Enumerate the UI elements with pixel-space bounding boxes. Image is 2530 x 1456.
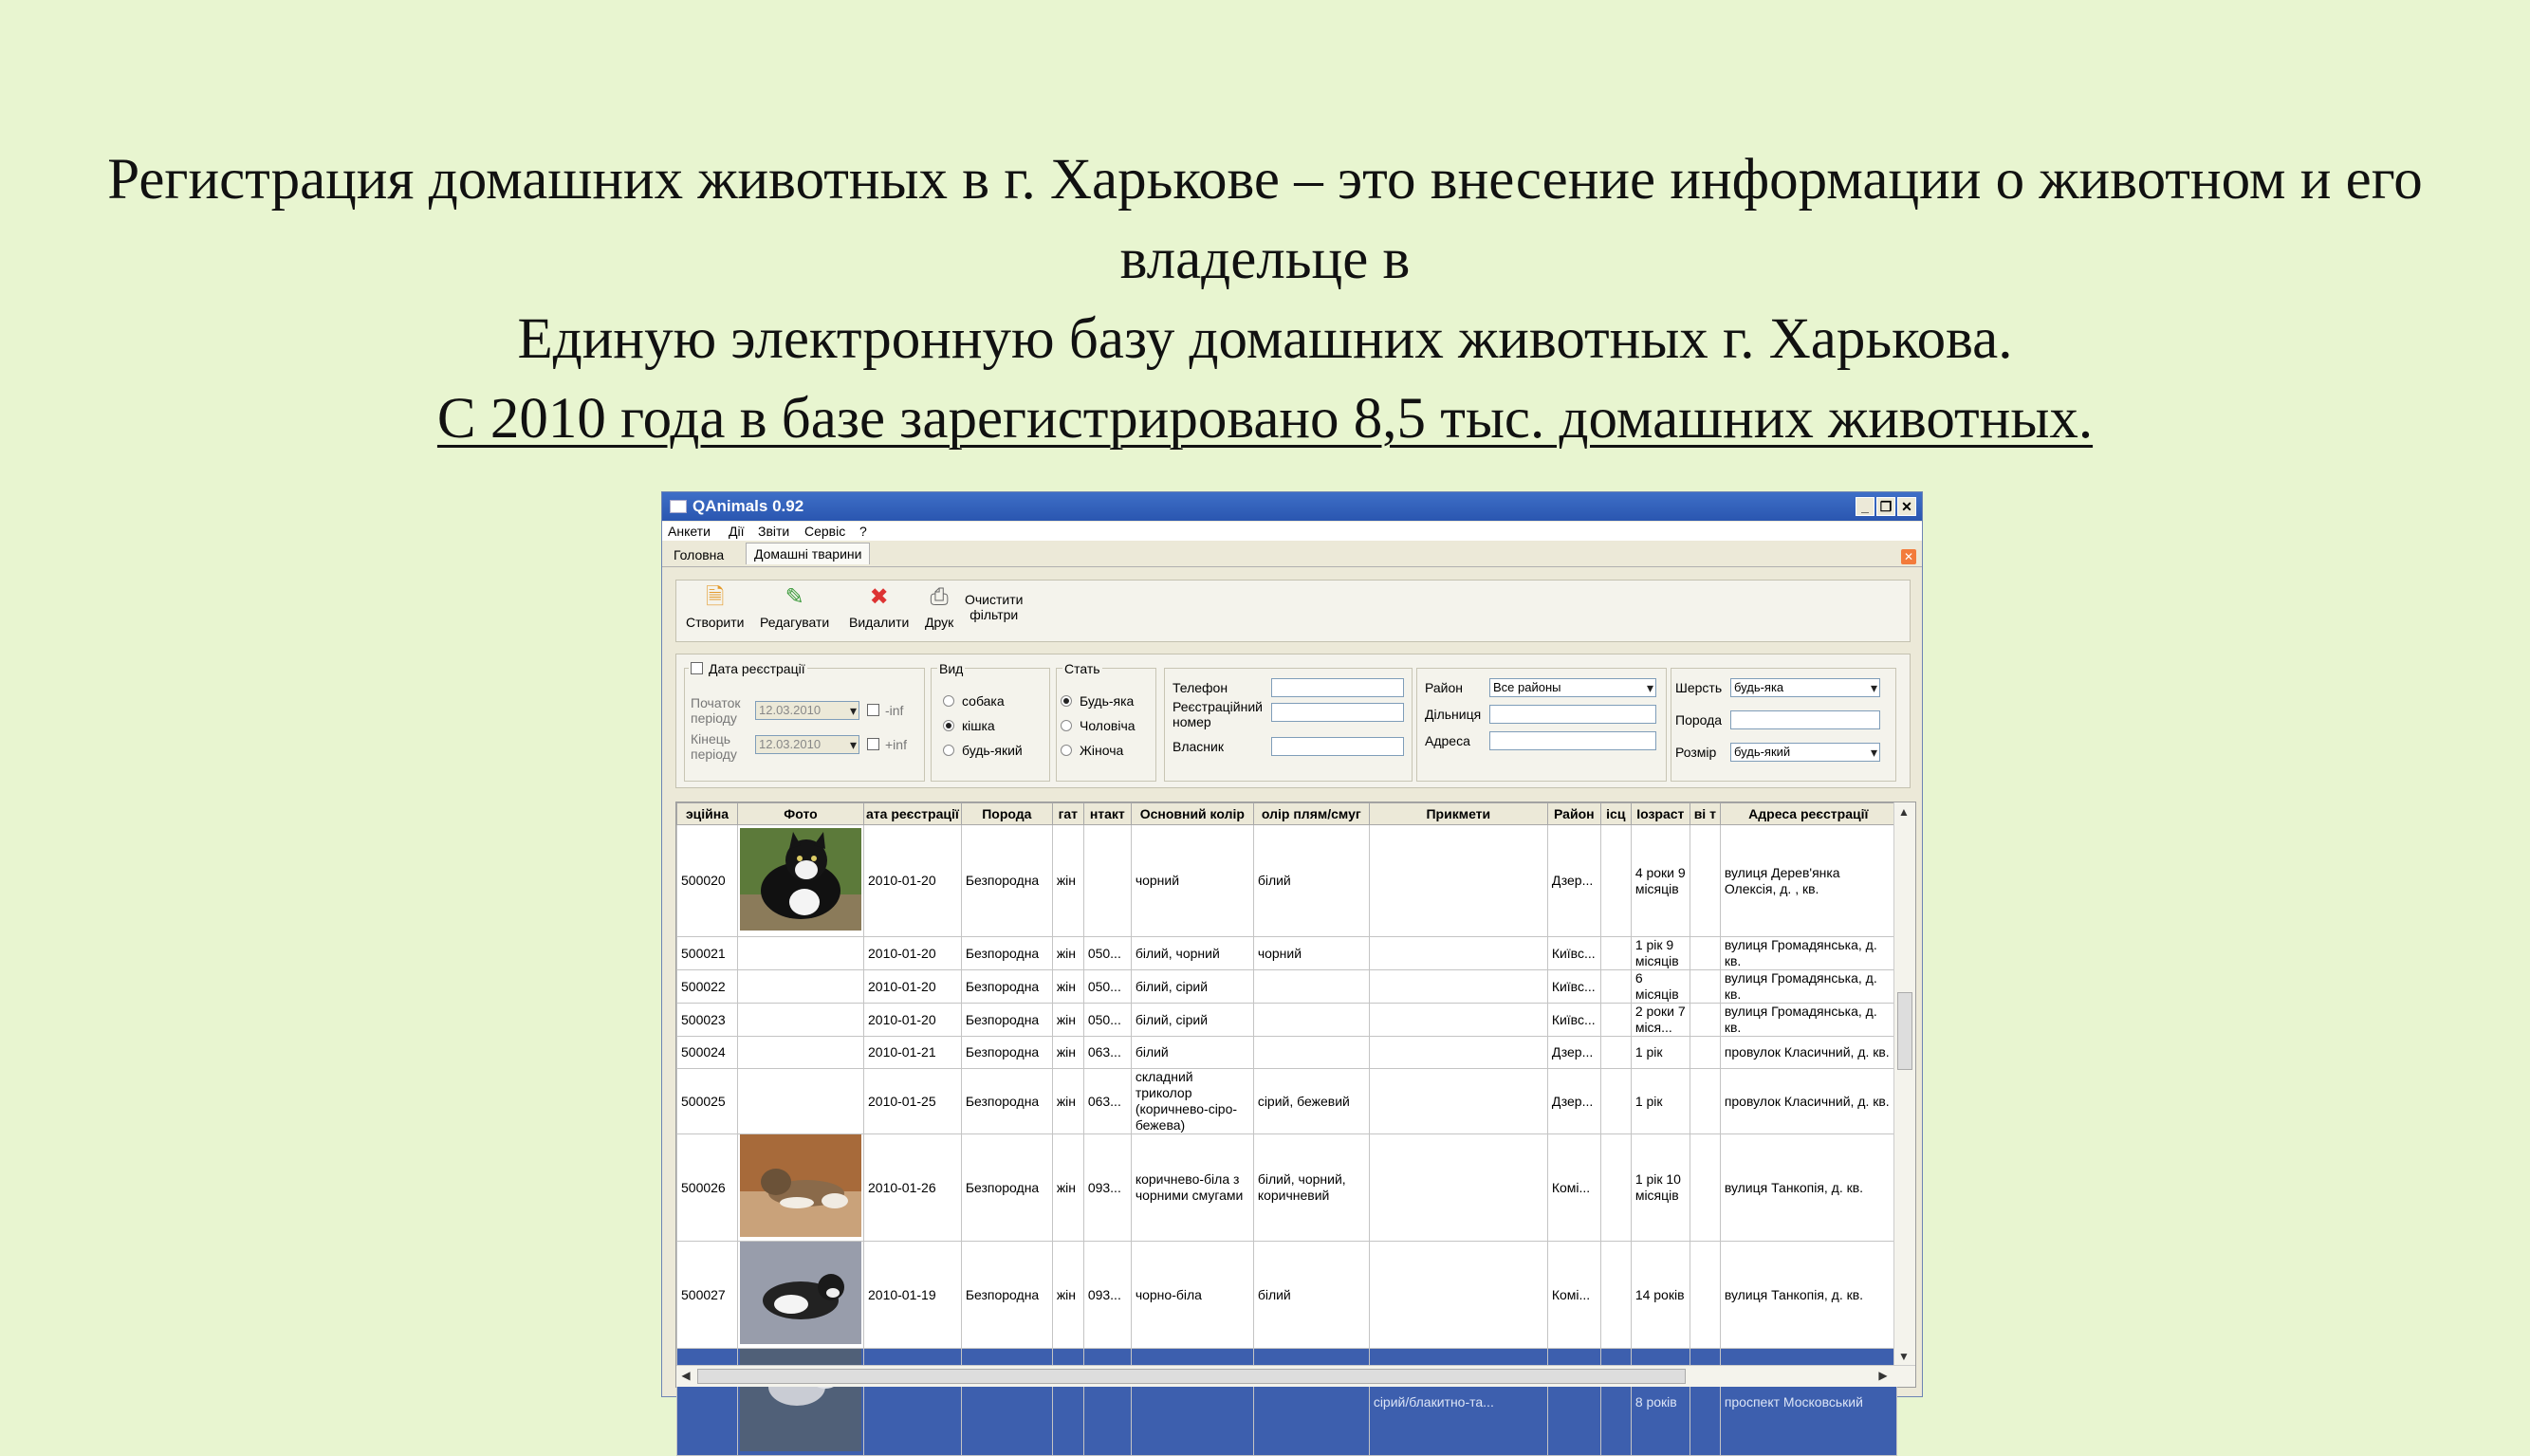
cell-addr: вулиця Громадянська, д. кв.	[1720, 1004, 1896, 1037]
scroll-thumb[interactable]	[1897, 992, 1912, 1070]
cell-contact: 093...	[1083, 1242, 1131, 1349]
col-header[interactable]: Основний колір	[1131, 803, 1253, 825]
size-label: Розмір	[1675, 745, 1717, 760]
create-button[interactable]	[686, 584, 744, 630]
cell-date: 2010-01-25	[864, 1069, 962, 1134]
cell-addr: вулиця Громадянська, д. кв.	[1720, 970, 1896, 1004]
tab-bar	[662, 542, 1922, 567]
cell-contact: 050...	[1083, 1004, 1131, 1037]
cell-spots: білий	[1253, 825, 1369, 937]
address-input[interactable]	[1489, 731, 1656, 750]
cell-breed: Безпородна	[961, 937, 1052, 970]
app-icon	[670, 500, 687, 513]
menu-bar	[662, 522, 1922, 541]
cell-sex: жін	[1052, 937, 1083, 970]
cell-district: Київс...	[1547, 1004, 1600, 1037]
tab-pets[interactable]: Домашні тварини	[746, 543, 870, 564]
phone-input[interactable]	[1271, 678, 1404, 697]
cell-breed: Безпородна	[961, 970, 1052, 1004]
empty-cell	[1690, 937, 1720, 970]
owner-label: Власник	[1173, 739, 1224, 754]
restore-icon[interactable]: ❐	[1876, 497, 1895, 516]
cell-breed: Безпородна	[961, 1037, 1052, 1069]
photo-cell	[738, 1242, 864, 1349]
cell-age: 4 роки 9 місяців	[1631, 825, 1690, 937]
district-label: Район	[1425, 680, 1463, 695]
phone-label: Телефон	[1173, 680, 1228, 695]
photo-cell	[738, 1134, 864, 1242]
cell-sex: жін	[1052, 1069, 1083, 1134]
section-input[interactable]	[1489, 705, 1656, 724]
printer-icon: ⎙	[930, 584, 949, 610]
empty-cell	[1600, 1134, 1631, 1242]
horizontal-scrollbar[interactable]	[676, 1365, 1915, 1387]
cell-addr: вулиця Дерев'янка Олексія, д. , кв.	[1720, 825, 1896, 937]
empty-cell	[1690, 1037, 1720, 1069]
cell-date: 2010-01-20	[864, 1004, 962, 1037]
title-bar[interactable]	[662, 492, 1922, 521]
empty-cell	[1600, 1037, 1631, 1069]
col-header[interactable]: Іозраст	[1631, 803, 1690, 825]
col-header[interactable]: гат	[1052, 803, 1083, 825]
table-row[interactable]	[677, 970, 1897, 1004]
cell-signs	[1369, 1004, 1547, 1037]
reg-date-checkbox[interactable]	[689, 661, 807, 676]
radio-female[interactable]: Жіноча	[1061, 743, 1123, 758]
cell-age: 14 років	[1631, 1242, 1690, 1349]
cell-contact	[1083, 825, 1131, 937]
close-icon[interactable]: ✕	[1897, 497, 1916, 516]
menu-item-zvity[interactable]: Звіти	[758, 524, 790, 539]
breed-label: Порода	[1675, 712, 1723, 728]
tab-home[interactable]: Головна	[674, 547, 725, 562]
cell-signs	[1369, 970, 1547, 1004]
radio-male[interactable]: Чоловіча	[1061, 718, 1136, 733]
cell-age: 1 рік	[1631, 1037, 1690, 1069]
cell-color: чорно-біла	[1131, 1242, 1253, 1349]
empty-cell	[1690, 825, 1720, 937]
menu-item-dii[interactable]: Дії	[729, 524, 745, 539]
minimize-icon[interactable]: _	[1856, 497, 1874, 516]
cell-date: 2010-01-20	[864, 825, 962, 937]
edit-icon: ✎	[785, 584, 804, 610]
photo-cell	[738, 825, 864, 937]
cell-district: Дзер...	[1547, 825, 1600, 937]
cell-id: 500020	[677, 825, 738, 937]
location-group	[1416, 668, 1667, 782]
cell-date: 2010-01-26	[864, 1134, 962, 1242]
cell-addr: провулок Класичний, д. кв.	[1720, 1037, 1896, 1069]
regnum-label: Реєстраційний номер	[1173, 699, 1263, 729]
cell-color: білий, сірий	[1131, 1004, 1253, 1037]
radio-cat[interactable]: кішка	[943, 718, 995, 733]
cell-district: Дзер...	[1547, 1037, 1600, 1069]
hscroll-thumb[interactable]	[697, 1369, 1686, 1384]
cell-age: 1 рік 9 місяців	[1631, 937, 1690, 970]
cell-contact: 093...	[1083, 1134, 1131, 1242]
animals-table	[675, 802, 1916, 1410]
clear-filters-button[interactable]	[965, 592, 1023, 622]
cell-signs	[1369, 1134, 1547, 1242]
cell-sex: жін	[1052, 1037, 1083, 1069]
cell-contact: 050...	[1083, 937, 1131, 970]
app-window	[661, 491, 1923, 1410]
reg-date-label: Дата реєстрації	[709, 661, 805, 676]
col-header[interactable]: нтакт	[1083, 803, 1131, 825]
cell-date: 2010-01-19	[864, 1242, 962, 1349]
cell-id: 500025	[677, 1069, 738, 1134]
cell-sex: жін	[1052, 1004, 1083, 1037]
radio-any-species[interactable]: будь-який	[943, 743, 1023, 758]
species-label: Вид	[939, 661, 964, 676]
cell-addr: провулок Класичний, д. кв.	[1720, 1069, 1896, 1134]
scroll-up-icon[interactable]: ▲	[1898, 805, 1910, 819]
empty-cell	[1690, 970, 1720, 1004]
toolbar	[675, 580, 1911, 642]
cell-contact: 050...	[1083, 970, 1131, 1004]
cell-color: складний триколор (коричнево-сіро-бежева)	[1131, 1069, 1253, 1134]
sex-group	[1056, 661, 1156, 782]
appearance-group	[1671, 668, 1896, 782]
reg-date-group	[684, 661, 925, 782]
empty-cell	[1600, 970, 1631, 1004]
cell-id: 500024	[677, 1037, 738, 1069]
cell-color: чорний	[1131, 825, 1253, 937]
cell-sex: жін	[1052, 970, 1083, 1004]
cell-date: 2010-01-20	[864, 970, 962, 1004]
cell-district: Київс...	[1547, 970, 1600, 1004]
cell-color: коричнево-біла з чорними смугами	[1131, 1134, 1253, 1242]
col-header[interactable]: олір плям/смуг	[1253, 803, 1369, 825]
cat-photo	[740, 1242, 861, 1344]
data-grid	[676, 802, 1897, 1456]
cell-signs	[1369, 1037, 1547, 1069]
slide-heading	[95, 140, 2435, 459]
cell-signs	[1369, 937, 1547, 970]
cell-signs	[1369, 825, 1547, 937]
photo-cell	[738, 1037, 864, 1069]
end-inf-checkbox[interactable]: +inf	[867, 737, 907, 752]
section-label: Дільниця	[1425, 707, 1482, 722]
cat-photo	[740, 828, 861, 931]
cell-addr: вулиця Танкопія, д. кв.	[1720, 1134, 1896, 1242]
table-row[interactable]	[677, 1004, 1897, 1037]
checkbox-icon	[691, 662, 703, 674]
col-header[interactable]: Район	[1547, 803, 1600, 825]
table-row[interactable]	[677, 1069, 1897, 1134]
scroll-down-icon[interactable]: ▼	[1898, 1350, 1910, 1363]
print-label: Друк	[925, 615, 954, 630]
start-inf-checkbox[interactable]: -inf	[867, 703, 903, 718]
col-header[interactable]: ісц	[1600, 803, 1631, 825]
cell-id: 500021	[677, 937, 738, 970]
new-document-icon: 🗎	[706, 584, 725, 610]
cell-id: 500023	[677, 1004, 738, 1037]
cell-breed: Безпородна	[961, 1069, 1052, 1134]
radio-any-sex[interactable]: Будь-яка	[1061, 693, 1134, 709]
cell-id: 500026	[677, 1134, 738, 1242]
clear-filters-label-2: фільтри	[970, 607, 1019, 622]
cell-district: Дзер...	[1547, 1069, 1600, 1134]
col-header[interactable]: Адреса реєстрації	[1720, 803, 1896, 825]
menu-item-help[interactable]: ?	[859, 524, 867, 539]
cell-addr: вулиця Танкопія, д. кв.	[1720, 1242, 1896, 1349]
cell-spots: чорний	[1253, 937, 1369, 970]
delete-label: Видалити	[849, 615, 910, 630]
owner-input[interactable]	[1271, 737, 1404, 756]
menu-item-ankety[interactable]: Анкети	[668, 524, 711, 539]
cell-spots: білий	[1253, 1242, 1369, 1349]
cell-sex: жін	[1052, 1242, 1083, 1349]
cell-breed: Безпородна	[961, 1004, 1052, 1037]
cell-sex: жін	[1052, 825, 1083, 937]
sex-label: Стать	[1064, 661, 1100, 676]
col-header[interactable]: эційна	[677, 803, 738, 825]
table-row[interactable]	[677, 825, 1897, 937]
empty-cell	[1690, 1004, 1720, 1037]
col-header[interactable]: Фото	[738, 803, 864, 825]
district-select[interactable]: Все районы ▾	[1489, 678, 1656, 697]
delete-icon: ✖	[869, 584, 889, 610]
cell-district: Комі...	[1547, 1134, 1600, 1242]
breed-input[interactable]	[1730, 710, 1880, 729]
empty-cell	[1690, 1134, 1720, 1242]
empty-cell	[1600, 1004, 1631, 1037]
checkbox-icon	[867, 738, 879, 750]
window-title: QAnimals 0.92	[693, 497, 804, 515]
cell-spots: сірий, бежевий	[1253, 1069, 1369, 1134]
cell-breed: Безпородна	[961, 1242, 1052, 1349]
table-row[interactable]	[677, 937, 1897, 970]
contact-group	[1164, 668, 1413, 782]
size-select[interactable]: будь-який ▾	[1730, 743, 1880, 762]
print-button[interactable]	[925, 584, 953, 630]
col-header[interactable]: ата реєстрації	[864, 803, 962, 825]
cell-addr: вулиця Громадянська, д. кв.	[1720, 937, 1896, 970]
cell-district: Київс...	[1547, 937, 1600, 970]
cell-date: 2010-01-21	[864, 1037, 962, 1069]
empty-cell	[1600, 1242, 1631, 1349]
filter-panel	[675, 654, 1911, 788]
radio-dog[interactable]: собака	[943, 693, 1005, 709]
photo-cell	[738, 1004, 864, 1037]
cell-color: білий, чорний	[1131, 937, 1253, 970]
cell-age: 8 років	[1631, 1349, 1690, 1456]
col-header[interactable]: ві т	[1690, 803, 1720, 825]
cell-spots: білий, чорний, коричневий	[1253, 1134, 1369, 1242]
col-header[interactable]: Прикмети	[1369, 803, 1547, 825]
heading-line-2: Единую электронную базу домашних животных г. Харькова.	[517, 307, 2013, 371]
cell-spots	[1253, 970, 1369, 1004]
table-row[interactable]	[677, 1037, 1897, 1069]
cell-color: білий	[1131, 1037, 1253, 1069]
cell-contact: 063...	[1083, 1069, 1131, 1134]
create-label: Створити	[686, 615, 745, 630]
cell-age: 6 місяців	[1631, 970, 1690, 1004]
cell-age: 2 роки 7 міся...	[1631, 1004, 1690, 1037]
cell-signs	[1369, 1242, 1547, 1349]
empty-cell	[1690, 1242, 1720, 1349]
vertical-scrollbar[interactable]	[1893, 802, 1915, 1366]
table-header	[677, 803, 1897, 825]
close-tab-icon[interactable]: ✕	[1901, 549, 1916, 564]
photo-cell	[738, 937, 864, 970]
scroll-right-icon[interactable]: ▶	[1878, 1369, 1888, 1382]
start-label: Початок періоду	[691, 695, 741, 726]
end-date-input[interactable]: 12.03.2010 ▾	[755, 735, 859, 754]
cell-signs	[1369, 1069, 1547, 1134]
empty-cell	[1600, 1069, 1631, 1134]
cell-id: 500022	[677, 970, 738, 1004]
cell-signs: сірий/блакитно-та...	[1369, 1349, 1547, 1456]
checkbox-icon	[867, 704, 879, 716]
cell-contact: 063...	[1083, 1037, 1131, 1069]
species-group	[931, 661, 1050, 782]
empty-cell	[1600, 825, 1631, 937]
cell-sex: жін	[1052, 1134, 1083, 1242]
cat-photo	[740, 1134, 861, 1237]
cell-age: 1 рік 10 місяців	[1631, 1134, 1690, 1242]
scroll-left-icon[interactable]: ◀	[681, 1369, 691, 1382]
heading-line-1: Регистрация домашних животных в г. Харькове – это внесение информации о животном и его владельце в	[107, 148, 2423, 291]
cell-id: 500027	[677, 1242, 738, 1349]
cell-spots	[1253, 1037, 1369, 1069]
fur-label: Шерсть	[1675, 680, 1723, 695]
start-date-input[interactable]: 12.03.2010 ▾	[755, 701, 859, 720]
cell-addr: проспект Московський	[1720, 1349, 1896, 1456]
empty-cell	[1690, 1069, 1720, 1134]
fur-select[interactable]: будь-яка ▾	[1730, 678, 1880, 697]
cell-color: білий, сірий	[1131, 970, 1253, 1004]
menu-item-servis[interactable]: Сервіс	[804, 524, 846, 539]
cell-district: Комі...	[1547, 1242, 1600, 1349]
heading-line-3: С 2010 года в базе зарегистрировано 8,5 тыс. домашних животных.	[436, 387, 2094, 451]
end-label: Кінець періоду	[691, 731, 737, 762]
cell-spots	[1253, 1004, 1369, 1037]
cell-breed: Безпородна	[961, 1134, 1052, 1242]
table-row[interactable]	[677, 1242, 1897, 1349]
table-row[interactable]	[677, 1134, 1897, 1242]
clear-filters-label-1: Очистити	[965, 592, 1024, 607]
edit-label: Редагувати	[760, 615, 830, 630]
delete-button[interactable]	[849, 584, 909, 630]
regnum-input[interactable]	[1271, 703, 1404, 722]
col-header[interactable]: Порода	[961, 803, 1052, 825]
empty-cell	[1600, 937, 1631, 970]
cell-age: 1 рік	[1631, 1069, 1690, 1134]
edit-button[interactable]	[760, 584, 829, 630]
photo-cell	[738, 970, 864, 1004]
cell-breed: Безпородна	[961, 825, 1052, 937]
photo-cell	[738, 1069, 864, 1134]
cell-date: 2010-01-20	[864, 937, 962, 970]
address-label: Адреса	[1425, 733, 1470, 748]
